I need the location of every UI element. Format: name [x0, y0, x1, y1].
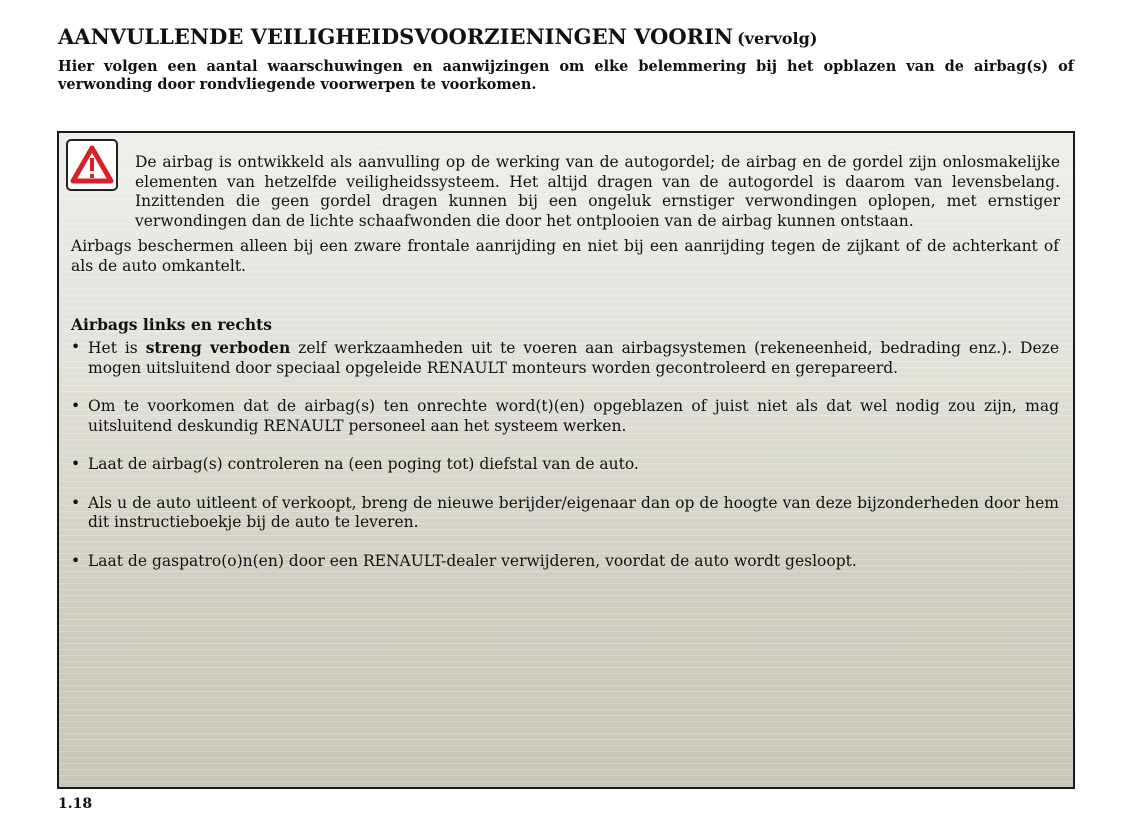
page-title-text: AANVULLENDE VEILIGHEIDSVOORZIENINGEN VOORIN: [58, 24, 734, 49]
warning-triangle-icon: [66, 139, 118, 191]
section-heading: Airbags links en rechts: [71, 315, 272, 334]
list-item: [71, 455, 1059, 475]
bullet-marker: •: [71, 455, 81, 473]
list-item-text: Als u de auto uitleent of verkoopt, breng de nieuwe berijder/eigenaar dan op de hoogte van deze bijzonderheden door hem dit instructieboekje bij de auto te leveren.: [88, 493, 1059, 531]
bullet-marker: •: [71, 551, 81, 570]
list-item-text: zelf werkzaamheden uit te voeren aan airbagsystemen (rekeneenheid, bedrading enz.). Deze mogen uitsluitend door speciaal opgeleide RENAULT monteurs worden gecontroleerd en gerepareerd.: [88, 339, 1059, 377]
list-item-text: Laat de airbag(s) controleren na (een poging tot) diefstal van de auto.: [88, 455, 639, 473]
list-item-text: Laat de gaspatro(o)n(en) door een RENAULT-dealer verwijderen, voordat de auto wordt gesloopt.: [88, 551, 857, 570]
airbag-belt-paragraph: De airbag is ontwikkeld als aanvulling op de werking van de autogordel; de airbag en de gordel zijn onlosmakelijke elementen van hetzelfde veiligheidssysteem. Het altijd dragen van de autogordel is daarom van levensbelang. Inzittenden die geen gordel dragen kunnen bij een ongeluk ernstiger verwondingen oplopen, met ernstiger verwondingen dan de lichte schaafwonden die door het ontplooien van de airbag kunnen ontstaan.: [135, 153, 1060, 230]
list-item: [71, 397, 1059, 436]
warning-triangle-graphic: [70, 145, 114, 185]
page-title-suffix: (vervolg): [737, 29, 818, 48]
list-item: [71, 338, 1059, 378]
bullet-marker: •: [71, 338, 81, 356]
warning-list: [71, 338, 1059, 590]
page-number: 1.18: [58, 796, 93, 812]
list-item-text: Om te voorkomen dat de airbag(s) ten onrechte word(t)(en) opgeblazen of juist niet als dat wel nodig zou zijn, mag uitsluitend deskundig RENAULT personeel aan het systeem werken.: [88, 397, 1059, 435]
airbag-protection-paragraph: Airbags beschermen alleen bij een zware frontale aanrijding en niet bij een aanrijding tegen de zijkant of de achterkant of als de auto omkantelt.: [71, 237, 1059, 275]
bullet-marker: •: [71, 397, 81, 415]
warning-box: [57, 131, 1075, 789]
bullet-marker: •: [71, 493, 81, 512]
list-item-text: Het is: [88, 339, 146, 357]
intro-paragraph: Hier volgen een aantal waarschuwingen en aanwijzingen om elke belemmering bij het opblazen van de airbag(s) of verwonding door rondvliegende voorwerpen te voorkomen.: [58, 58, 1074, 93]
list-item: [71, 552, 1059, 572]
list-item-emphasis: streng verboden: [145, 338, 291, 357]
list-item: [71, 494, 1059, 533]
page-title: [58, 24, 817, 49]
